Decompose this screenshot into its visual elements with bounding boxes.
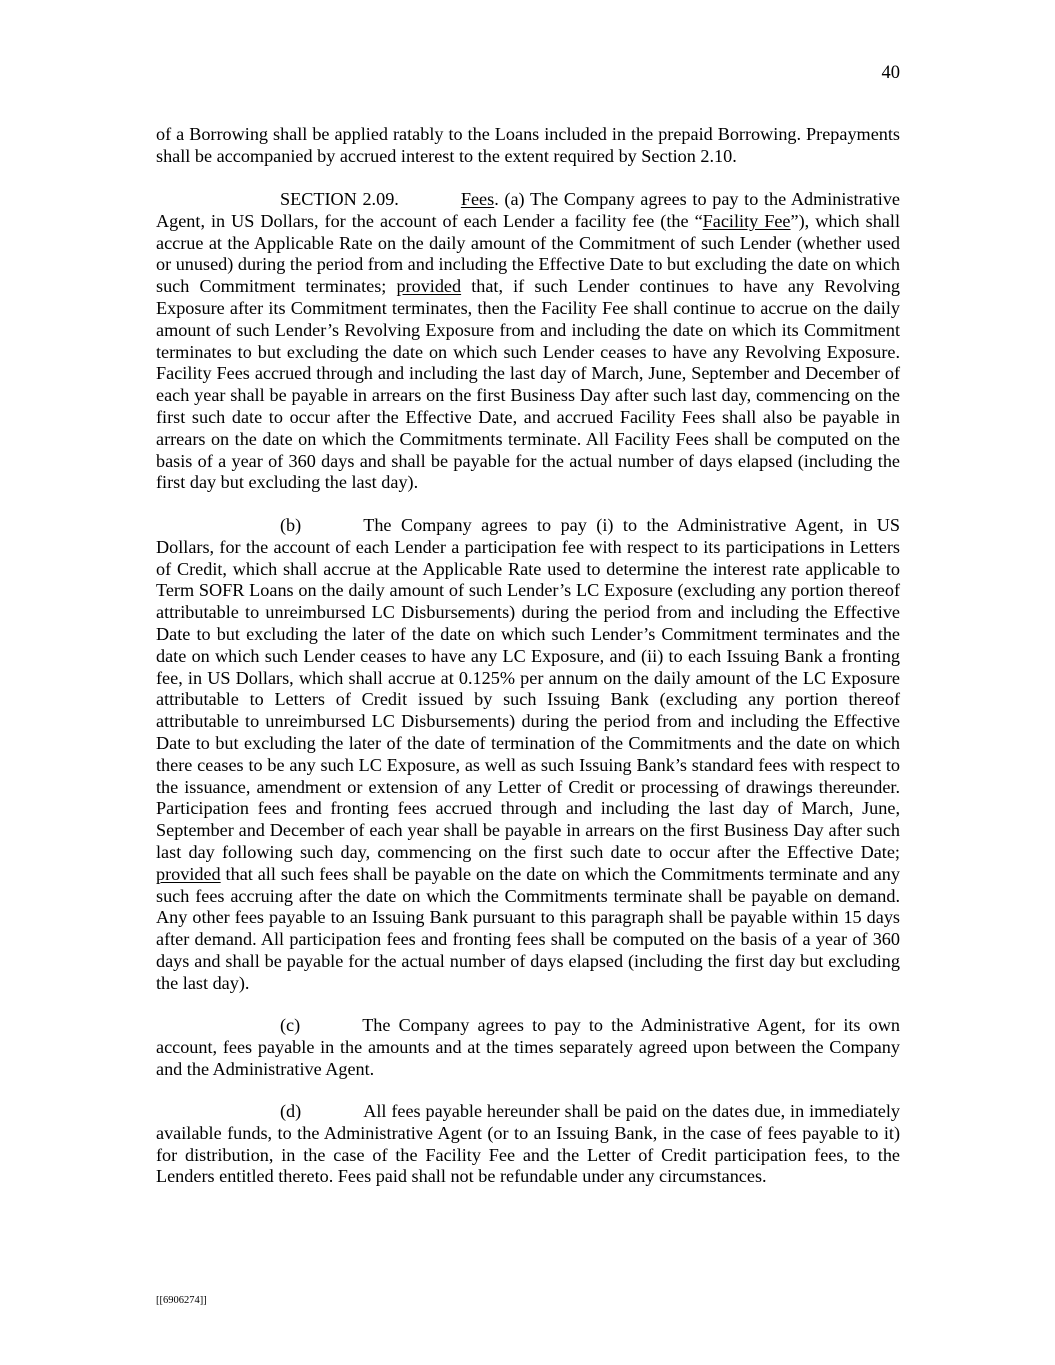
paragraph-text: The Company agrees to pay to the Administrative Agent, for its own account, fees payable in the amounts and at the times separately agreed upon between the Company and the Administrative Agent. (156, 1015, 900, 1079)
paragraph-text: that all such fees shall be payable on the date on which the Commitments terminate and any such fees accruing after the date on which the Commitments terminate shall be payable on demand. Any other fees payable to an Issuing Bank pursuant to this paragraph shall be payable within 15 days after demand. All participation fees and fronting fees shall be computed on the basis of a year of 360 days and shall be payable for the actual number of days elapsed (including the first day but excluding the last day). (156, 863, 900, 993)
provided-term: provided (156, 863, 221, 884)
section-label: SECTION 2.09. (280, 189, 399, 209)
paragraph-text: . (a) The Company agrees to pay to the Administrative Agent, in US Dollars, for the account of each Lender a facility fee (the “ (156, 189, 900, 231)
provided-term: provided (396, 276, 462, 297)
section-title: Fees (460, 189, 495, 209)
paragraph-text: that, if such Lender continues to have any Revolving Exposure after its Commitment terminates, then the Facility Fee shall continue to accrue on the daily amount of such Lender’s Revolving Exposure from and including the date on which its Commitment terminates to but excluding the date on which such Lender ceases to have any Revolving Exposure. Facility Fees accrued through and including the last day of March, June, September and December of each year shall be payable in arrears on the first Business Day after such last day, commencing on the first such date to occur after the Effective Date, and accrued Facility Fees shall also be payable in arrears on the date on which the Commitments terminate. All Facility Fees shall be computed on the basis of a year of 360 days and shall be payable for the actual number of days elapsed (including the first day but excluding the last day). (156, 276, 900, 493)
paragraph-prepayment-continuation (156, 124, 900, 168)
defined-term-facility-fee: Facility Fee (702, 210, 791, 231)
subsection-label: (b) (280, 515, 302, 535)
document-footer-id: [[6906274]] (156, 1295, 207, 1306)
paragraph-text: of a Borrowing shall be applied ratably to the Loans included in the prepaid Borrowing. Prepayments shall be accompanied by accrued interest to the extent required by Section 2.10. (156, 124, 900, 166)
paragraph-section-2-09-a (156, 189, 900, 494)
paragraph-text: ”), which shall accrue at the Applicable Rate on the daily amount of the Commitment of such Lender (whether used or unused) during the period from and including the Effective Date to but excluding the date on which such Commitment terminates; (156, 210, 901, 297)
paragraph-text: The Company agrees to pay (i) to the Administrative Agent, in US Dollars, for the account of each Lender a participation fee with respect to its participations in Letters of Credit, which shall accrue at the Applicable Rate used to determine the interest rate applicable to Term SOFR Loans on the daily amount of such Lender’s LC Exposure (excluding any portion thereof attributable to unreimbursed LC Disbursements) during the period from and including the Effective Date to but excluding the later of the date on which such Lender’s Commitment terminates and the date on which such Lender ceases to have any LC Exposure, and (ii) to each Issuing Bank a fronting fee, in US Dollars, which shall accrue at 0.125% per annum on the daily amount of the LC Exposure attributable to Letters of Credit issued by such Issuing Bank (excluding any portion thereof attributable to unreimbursed LC Disbursements) during the period from and including the Effective Date to but excluding the later of the date of termination of the Commitments and the date on which there ceases to be any such LC Exposure, as well as such Issuing Bank’s standard fees with respect to the issuance, amendment or extension of any Letter of Credit or processing of drawings thereunder. Participation fees and fronting fees accrued through and including the last day of March, June, September and December of each year shall be payable in arrears on the first Business Day after such last day following such day, commencing on the first such date to occur after the Effective Date; (156, 515, 900, 862)
page-number: 40 (881, 63, 900, 83)
paragraph-2-09-c (156, 1015, 900, 1080)
paragraph-2-09-b (156, 515, 900, 995)
subsection-label: (c) (280, 1015, 301, 1035)
paragraph-2-09-d (156, 1101, 900, 1188)
paragraph-text: All fees payable hereunder shall be paid on the dates due, in immediately available funds, to the Administrative Agent (or to an Issuing Bank, in the case of fees payable to it) for distribution, in the case of the Facility Fee and the Letter of Credit participation fees, to the Lenders entitled thereto. Fees paid shall not be refundable under any circumstances. (156, 1101, 900, 1187)
subsection-label: (d) (280, 1101, 302, 1121)
